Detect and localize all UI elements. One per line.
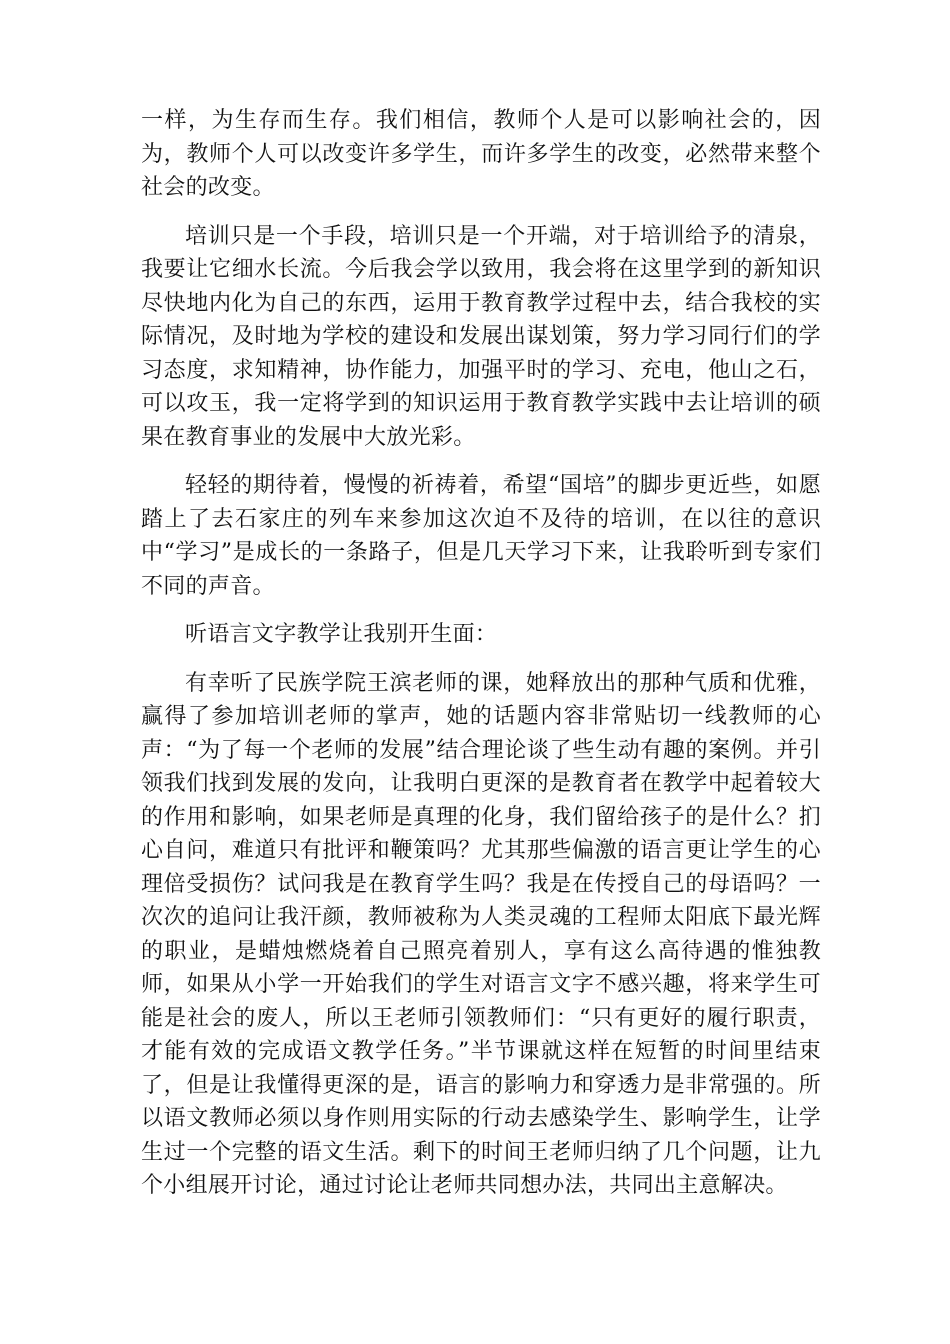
paragraph-training-reflection: 培训只是一个手段，培训只是一个开端，对于培训给予的清泉，我要让它细水长流。今后我会学以致用，我会将在这里学到的新知识尽快地内化为自己的东西，运用于教育教学过程中去，结合我校的实际情况，及时地为学校的建设和发展出谋划策，努力学习同行们的学习态度，求知精神，协作能力，加强平时的学习、充电，他山之石，可以攻玉，我一定将学到的知识运用于教育教学实践中去让培训的硕果在教育事业的发展中大放光彩。 (141, 223, 821, 450)
paragraph-section-heading: 听语言文字教学让我别开生面： (185, 622, 498, 647)
paragraph-national-training: 轻轻的期待着，慢慢的祈祷着，希望“国培”的脚步更近些，如愿踏上了去石家庄的列车来参加这次迫不及待的培训，在以往的意识中“学习”是成长的一条路子，但是几天学习下来，让我聆听到专家们不同的声音。 (141, 473, 821, 599)
paragraph-continuation: 一样，为生存而生存。我们相信，教师个人是可以影响社会的，因为，教师个人可以改变许多学生，而许多学生的改变，必然带来整个社会的改变。 (141, 108, 821, 200)
paragraph-lecture-account: 有幸听了民族学院王滨老师的课，她释放出的那种气质和优雅，赢得了参加培训老师的掌声，她的话题内容非常贴切一线教师的心声：“为了每一个老师的发展”结合理论谈了些生动有趣的案例。并引领我们找到发展的发向，让我明白更深的是教育者在教学中起着较大的作用和影响，如果老师是真理的化身，我们留给孩子的是什么？扪心自问，难道只有批评和鞭策吗？尤其那些偏激的语言更让学生的心理倍受损伤？试问我是在教育学生吗？我是在传授自己的母语吗？一次次的追问让我汗颜，教师被称为人类灵魂的工程师太阳底下最光辉的职业，是蜡烛燃烧着自己照亮着别人，享有这么高待遇的惟独教师，如果从小学一开始我们的学生对语言文字不感兴趣，将来学生可能是社会的废人，所以王老师引领教师们：“只有更好的履行职责，才能有效的完成语文教学任务。”半节课就这样在短暂的时间里结束了，但是让我懂得更深的是，语言的影响力和穿透力是非常强的。所以语文教师必须以身作则用实际的行动去感染学生、影响学生，让学生过一个完整的语文生活。剩下的时间王老师归纳了几个问题，让九个小组展开讨论，通过讨论让老师共同想办法，共同出主意解决。 (141, 670, 821, 1198)
document-body (141, 104, 821, 1218)
